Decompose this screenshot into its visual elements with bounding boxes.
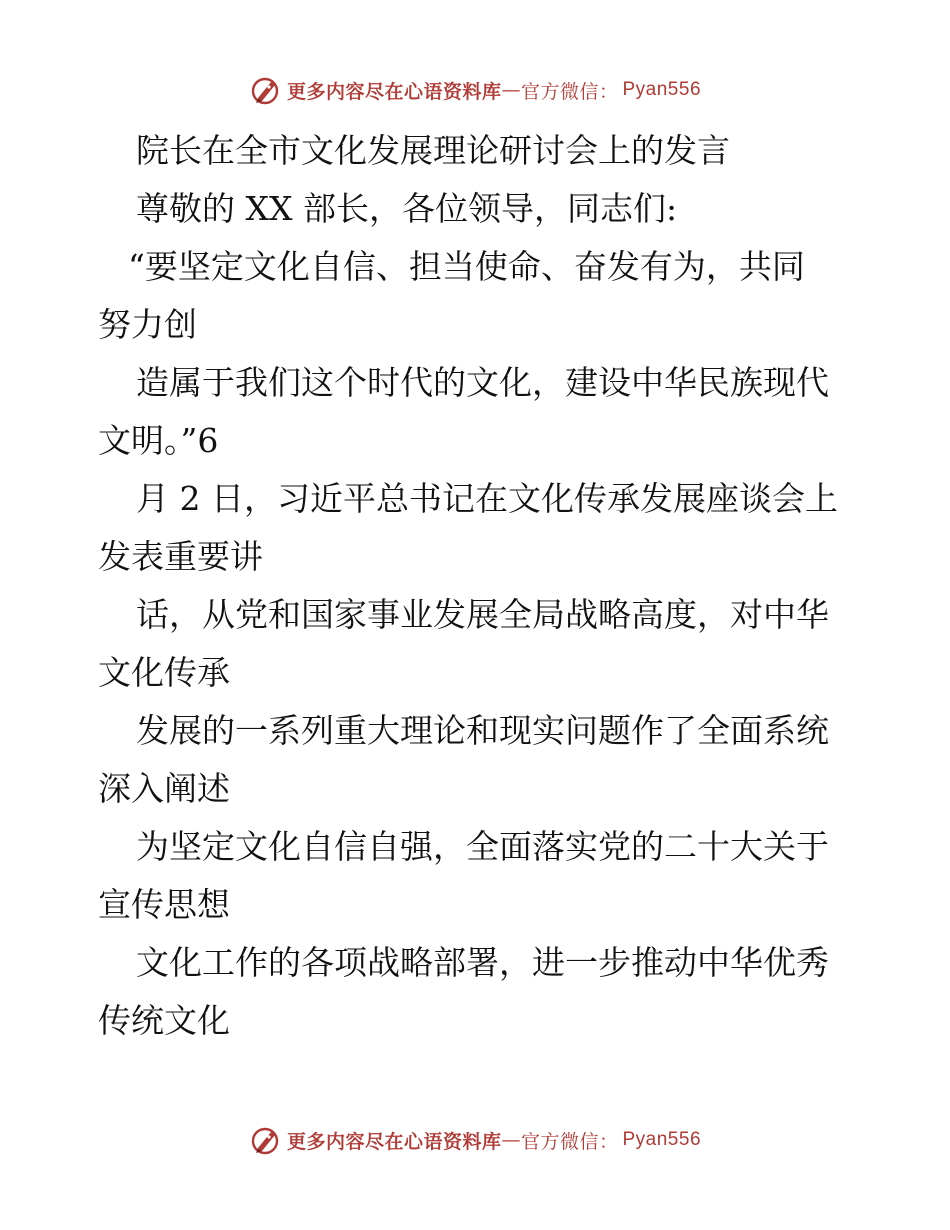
- paragraph-line: 文明。”6: [98, 421, 219, 460]
- pen-nib-logo-icon: [249, 74, 281, 106]
- paragraph-line: 发表重要讲: [98, 537, 263, 576]
- paragraph-line: 努力创: [98, 305, 197, 344]
- banner-wechat-label: 官方微信：: [520, 80, 619, 103]
- banner-brand: 更多内容尽在心语资料库: [286, 80, 502, 103]
- paragraph-line: 话，从党和国家事业发展全局战略高度，对中华: [136, 595, 829, 634]
- banner-wechat-label: 官方微信：: [520, 1130, 619, 1153]
- document-title: 院长在全市文化发展理论研讨会上的发言: [136, 131, 730, 170]
- paragraph-line: 深入阐述: [98, 769, 230, 808]
- banner-brand: 更多内容尽在心语资料库: [286, 1130, 502, 1153]
- paragraph-line: 宣传思想: [98, 885, 230, 924]
- paragraph-line: “要坚定文化自信、担当使命、奋发有为，共同: [128, 247, 805, 286]
- paragraph-line: 月 2 日，习近平总书记在文化传承发展座谈会上: [136, 479, 838, 518]
- paragraph-line: 文化传承: [98, 653, 230, 692]
- banner-dash: —: [501, 79, 521, 101]
- paragraph-line: 传统文化: [98, 1001, 230, 1040]
- paragraph-line: 文化工作的各项战略部署，进一步推动中华优秀: [136, 943, 829, 982]
- footer-banner: [0, 1120, 950, 1160]
- pen-nib-logo-icon: [249, 1124, 281, 1156]
- paragraph-line: 为坚定文化自信自强，全面落实党的二十大关于: [136, 827, 829, 866]
- banner-wechat-id: Pyan556: [622, 79, 702, 100]
- salutation-line: 尊敬的 XX 部长，各位领导，同志们:: [136, 189, 678, 228]
- banner-wechat-id: Pyan556: [622, 1129, 702, 1150]
- document-body: [98, 122, 868, 1050]
- paragraph-line: 发展的一系列重大理论和现实问题作了全面系统: [136, 711, 829, 750]
- banner-dash: —: [501, 1129, 521, 1151]
- paragraph-line: 造属于我们这个时代的文化，建设中华民族现代: [136, 363, 829, 402]
- header-banner: [0, 70, 950, 110]
